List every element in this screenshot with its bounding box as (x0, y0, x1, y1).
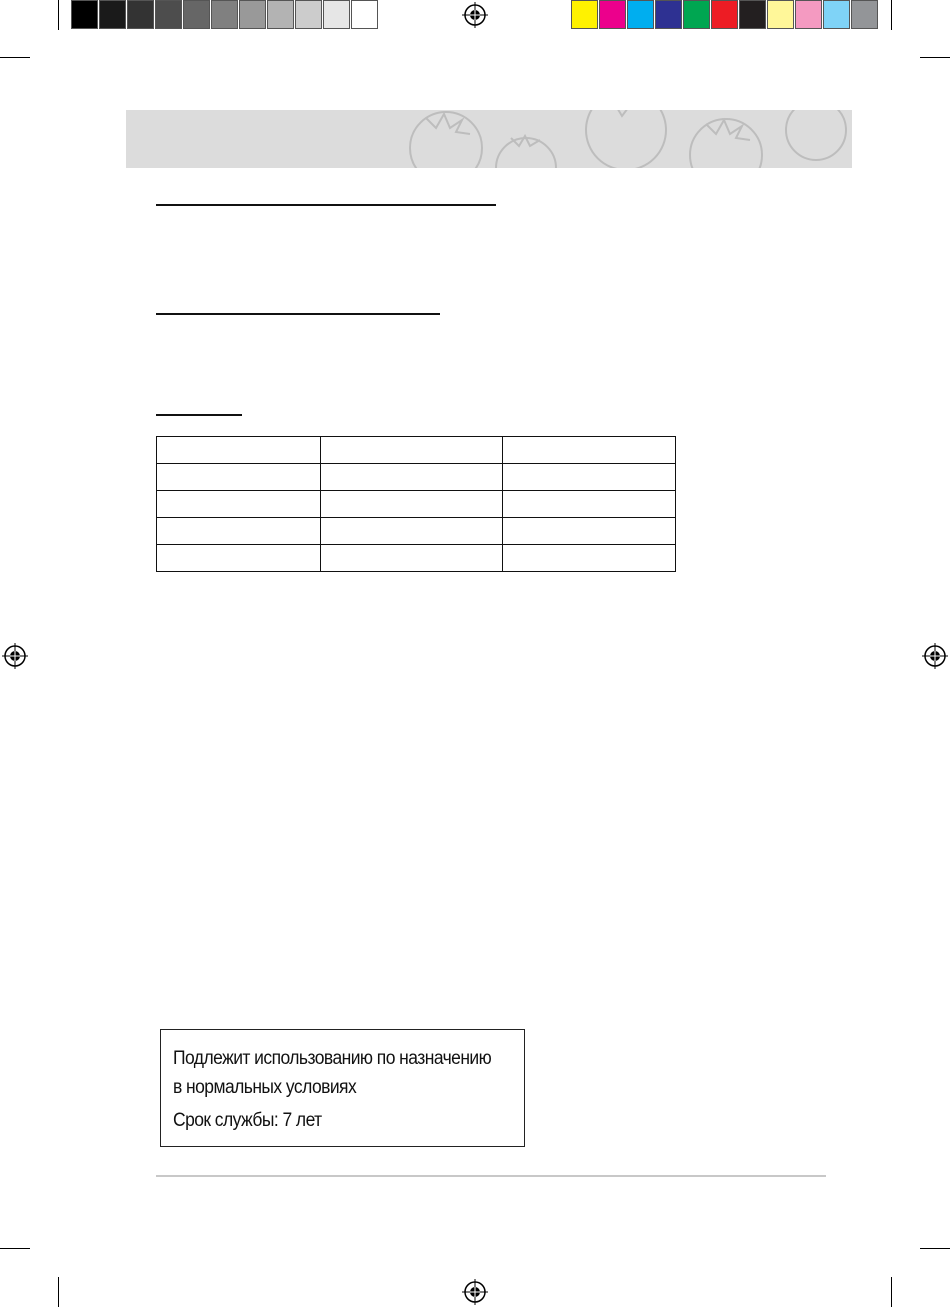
color-swatch (851, 0, 878, 29)
notice-box (160, 1029, 525, 1147)
crop-mark-bottom-right-h (920, 1248, 950, 1249)
grayscale-swatch (295, 0, 322, 29)
color-swatch (683, 0, 710, 29)
registration-target-icon (2, 643, 28, 669)
notice-line-conditions: в нормальных условиях (173, 1077, 357, 1098)
table-cell (503, 518, 676, 545)
color-swatch (739, 0, 766, 29)
crop-mark-top-right-h (920, 57, 950, 58)
crop-mark-top-left-v (58, 0, 59, 30)
table-cell (321, 464, 503, 491)
table-cell (503, 464, 676, 491)
grayscale-swatch (267, 0, 294, 29)
crop-mark-top-right-v (891, 0, 892, 30)
table-row (157, 545, 676, 572)
footer-rule (156, 1175, 826, 1177)
grayscale-swatch (239, 0, 266, 29)
crop-mark-top-left-h (0, 57, 30, 58)
table-cell (503, 545, 676, 572)
spec-table (156, 436, 676, 572)
table-cell (503, 437, 676, 464)
crop-mark-bottom-right-v (891, 1277, 892, 1307)
table-cell (157, 491, 321, 518)
table-cell (157, 545, 321, 572)
table-row (157, 437, 676, 464)
grayscale-swatch (183, 0, 210, 29)
color-swatch (571, 0, 598, 29)
header-band (126, 110, 852, 168)
registration-target-icon (462, 2, 488, 28)
grayscale-swatch (323, 0, 350, 29)
crop-mark-bottom-left-v (58, 1277, 59, 1307)
table-cell (157, 518, 321, 545)
color-swatch (711, 0, 738, 29)
table-row (157, 491, 676, 518)
registration-target-icon (922, 643, 948, 669)
grayscale-swatch (127, 0, 154, 29)
heading-underline-3 (156, 414, 242, 416)
color-swatch (823, 0, 850, 29)
table-cell (157, 464, 321, 491)
registration-target-icon (462, 1279, 488, 1305)
table-cell (321, 437, 503, 464)
table-cell (157, 437, 321, 464)
grayscale-swatch (71, 0, 98, 29)
table-cell (503, 491, 676, 518)
table-cell (321, 518, 503, 545)
color-swatch (767, 0, 794, 29)
color-swatch (599, 0, 626, 29)
table-cell (321, 545, 503, 572)
color-bar (571, 0, 879, 29)
grayscale-swatch (99, 0, 126, 29)
grayscale-swatch (351, 0, 378, 29)
table-row (157, 518, 676, 545)
table-cell (321, 491, 503, 518)
tomato-outline-icon (126, 110, 852, 168)
grayscale-swatch (155, 0, 182, 29)
grayscale-swatch (211, 0, 238, 29)
color-swatch (627, 0, 654, 29)
notice-line-usage: Подлежит использованию по назначению (173, 1048, 492, 1069)
crop-mark-bottom-left-h (0, 1248, 30, 1249)
heading-underline-1 (156, 204, 496, 206)
notice-line-service-life: Срок службы: 7 лет (173, 1110, 322, 1131)
table-row (157, 464, 676, 491)
color-swatch (795, 0, 822, 29)
grayscale-bar (71, 0, 379, 29)
heading-underline-2 (156, 313, 440, 315)
color-swatch (655, 0, 682, 29)
